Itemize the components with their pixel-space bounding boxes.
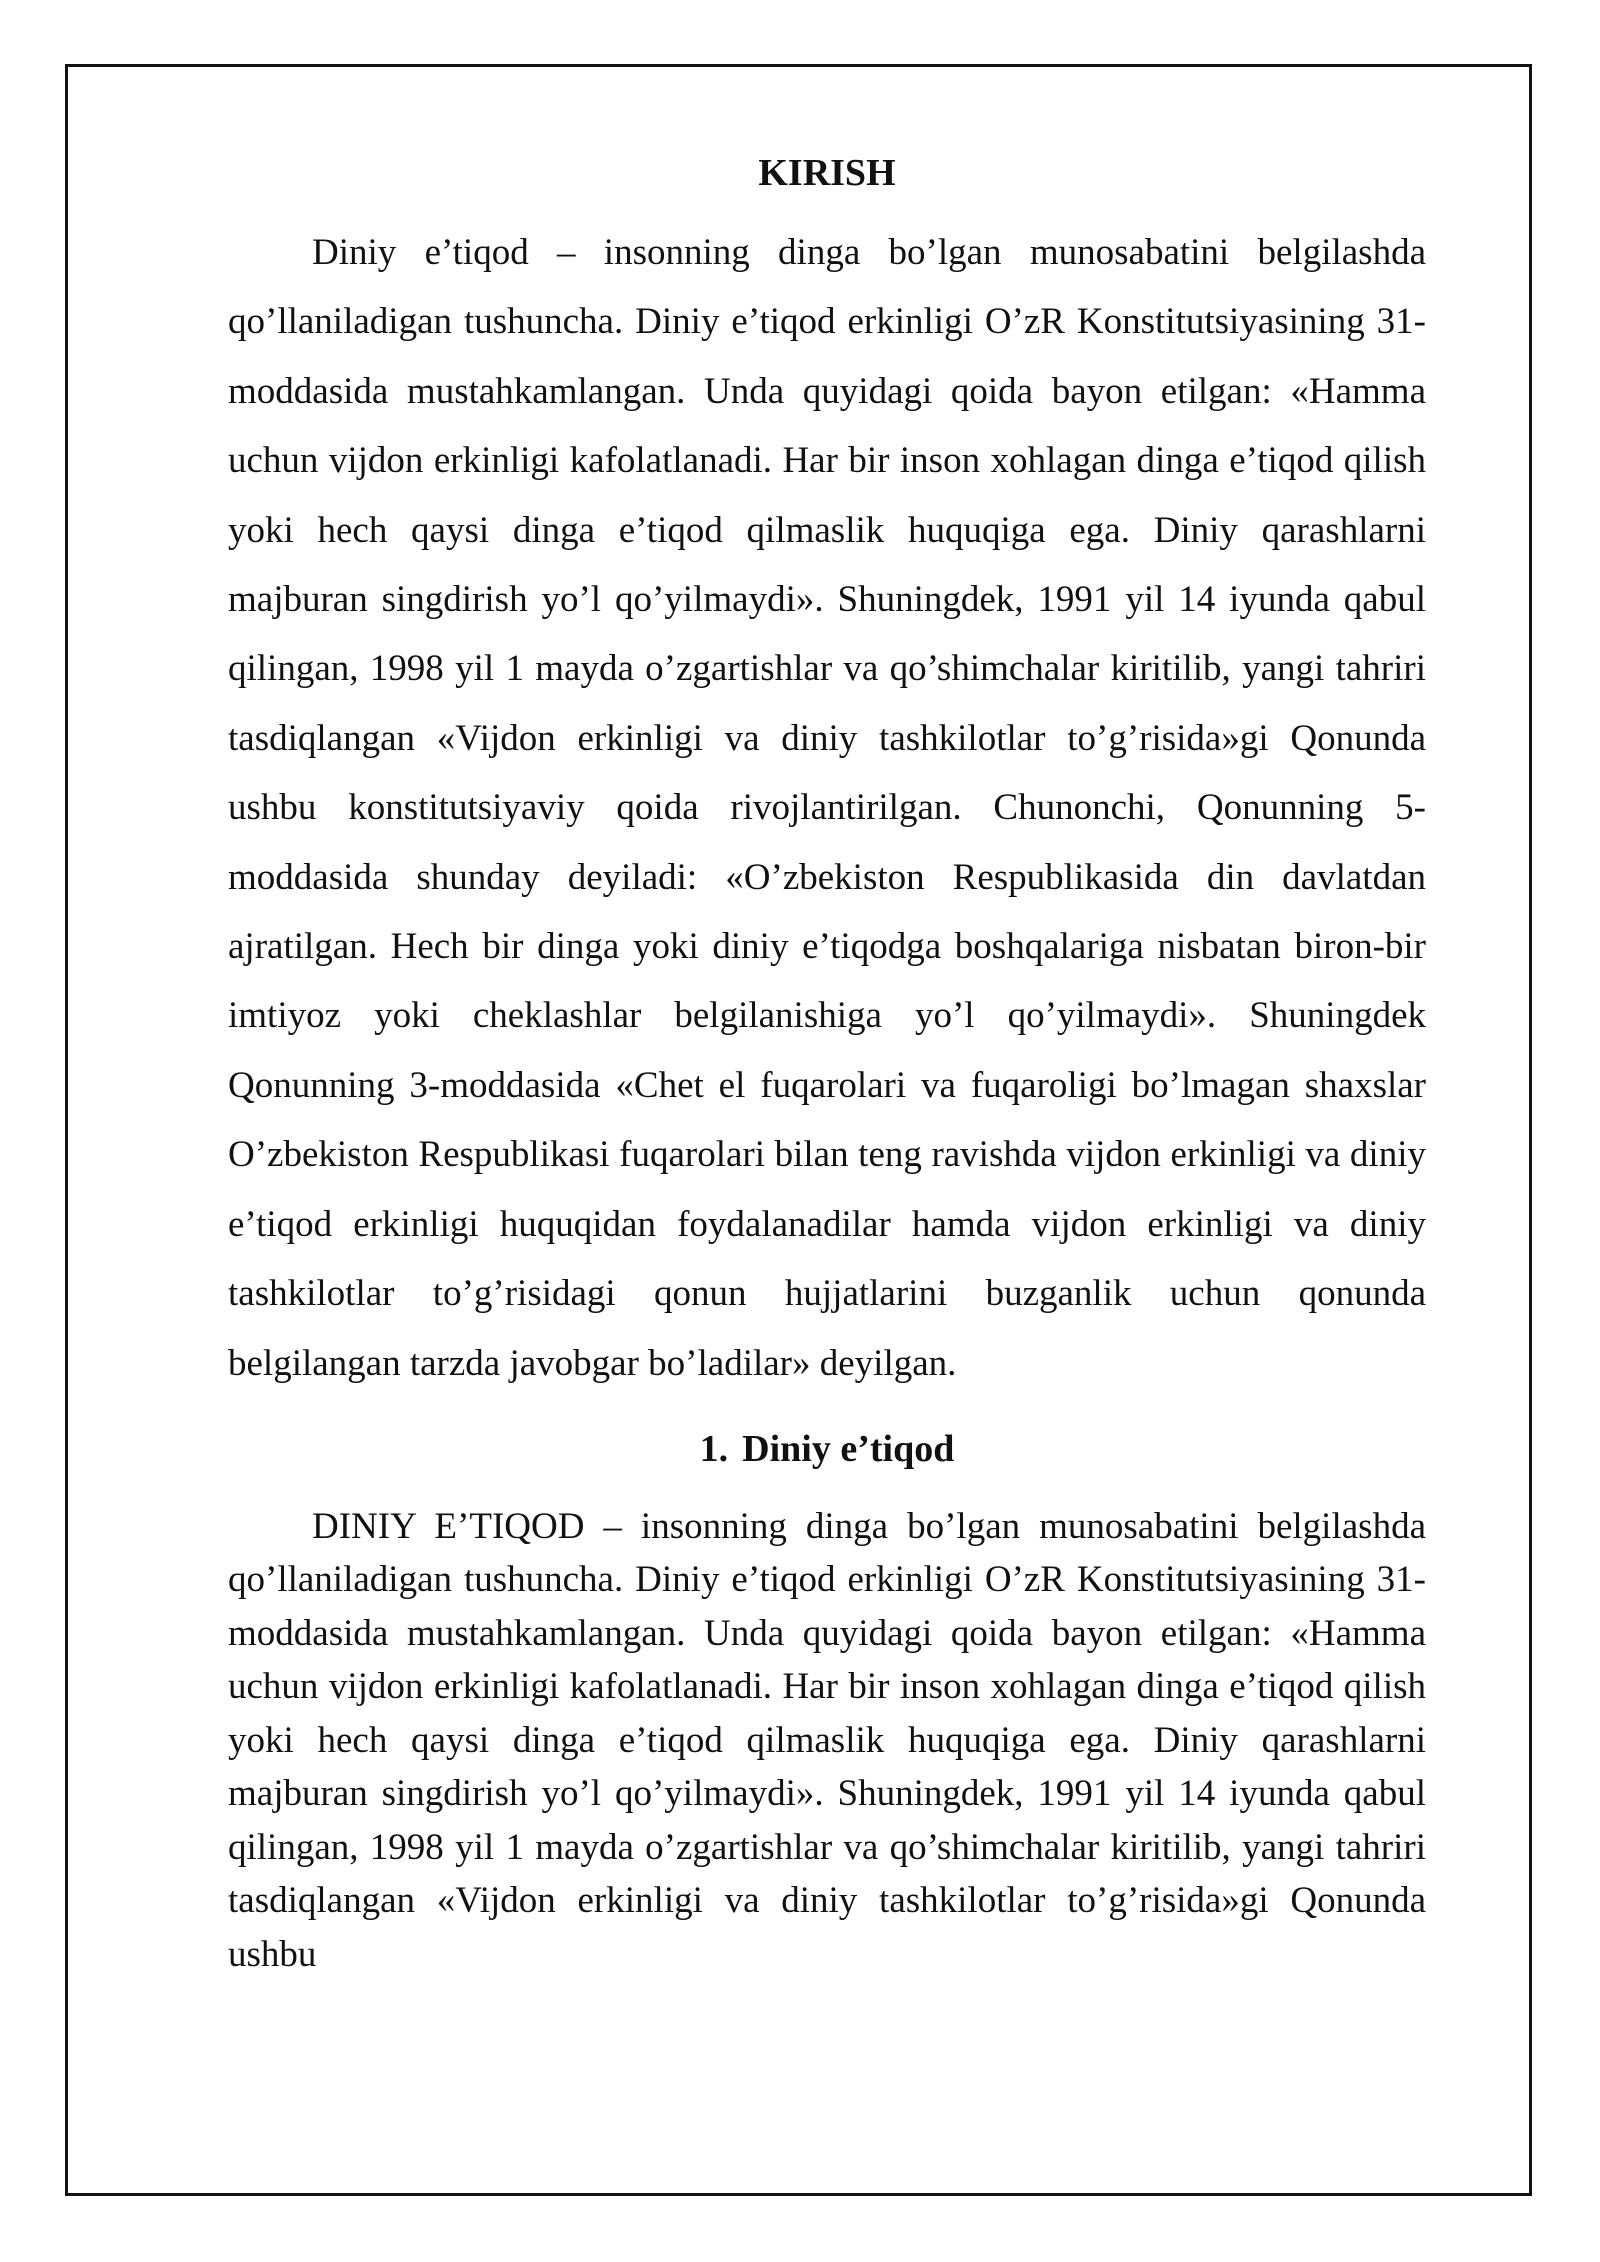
page-title: KIRISH xyxy=(758,152,896,194)
section-title: Diniy e’tiqod xyxy=(742,1427,955,1470)
section-paragraph: DINIY E’TIQOD – insonning dinga bo’lgan munosabatini belgilashda qo’llaniladigan tushuncha. Diniy e’tiqod erkinligi O’zR Konstitutsiyasining 31-moddasida mustahkamlangan. Unda quyidagi qoida bayon etilgan: «Hamma uchun vijdon erkinligi kafolatlanadi. Har bir inson xohlagan dinga e’tiqod qilish yoki hech qaysi dinga e’tiqod qilmaslik huquqiga ega. Diniy qarashlarni majburan singdirish yo’l qo’yilmaydi». Shuningdek, 1991 yil 14 iyunda qabul qilingan, 1998 yil 1 mayda o’zgartishlar va qo’shimchalar kiritilib, yangi tahriri tasdiqlangan «Vijdon erkinligi va diniy tashkilotlar to’g’risida»gi Qonunda ushbu xyxy=(228,1505,1426,1975)
intro-paragraph: Diniy e’tiqod – insonning dinga bo’lgan munosabatini belgilashda qo’llaniladigan tushuncha. Diniy e’tiqod erkinligi O’zR Konstitutsiyasining 31-moddasida mustahkamlangan. Unda quyidagi qoida bayon etilgan: «Hamma uchun vijdon erkinligi kafolatlanadi. Har bir inson xohlagan dinga e’tiqod qilish yoki hech qaysi dinga e’tiqod qilmaslik huquqiga ega. Diniy qarashlarni majburan singdirish yo’l qo’yilmaydi». Shuningdek, 1991 yil 14 iyunda qabul qilingan, 1998 yil 1 mayda o’zgartishlar va qo’shimchalar kiritilib, yangi tahriri tasdiqlangan «Vijdon erkinligi va diniy tashkilotlar to’g’risida»gi Qonunda ushbu konstitutsiyaviy qoida rivojlantirilgan. Chunonchi, Qonunning 5-moddasida shunday deyiladi: «O’zbekiston Respublikasida din davlatdan ajratilgan. Hech bir dinga yoki diniy e’tiqodga boshqalariga nisbatan biron-bir imtiyoz yoki cheklashlar belgilanishiga yo’l qo’yilmaydi». Shuningdek Qonunning 3-moddasida «Chet el fuqarolari va fuqaroligi bo’lmagan shaxslar O’zbekiston Respublikasi fuqarolari bilan teng ravishda vijdon erkinligi va diniy e’tiqod erkinligi huquqidan foydalanadilar hamda vijdon erkinligi va diniy tashkilotlar to’g’risidagi qonun hujjatlarini buzganlik uchun qonunda belgilangan tarzda javobgar bo’ladilar» deyilgan. xyxy=(228,232,1426,1384)
section-number: 1. xyxy=(699,1427,729,1470)
document-body xyxy=(228,150,1426,1981)
section-heading xyxy=(228,1426,1426,1472)
